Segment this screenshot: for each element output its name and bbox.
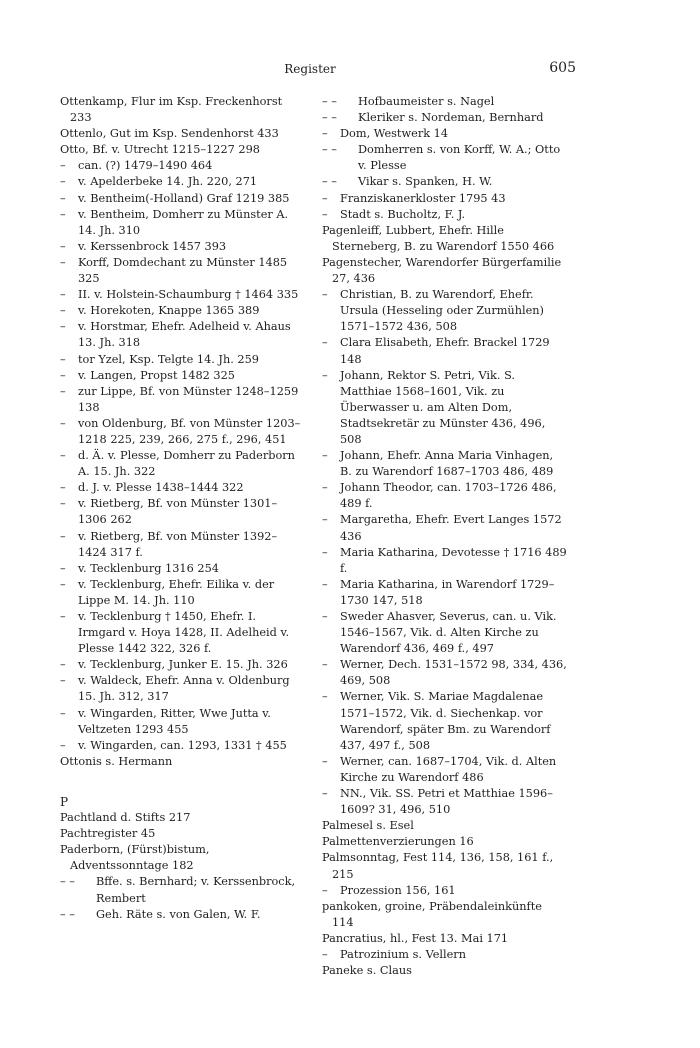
dash-marker: – bbox=[60, 674, 66, 688]
dash-marker: – bbox=[60, 561, 66, 575]
index-entry bbox=[60, 352, 303, 368]
dash-marker: – bbox=[60, 610, 66, 623]
entry-text: Christian, B. zu Warendorf, Ehefr. Ursula (Hesseling oder Zurmühlen) 1571–1572 436, 508 bbox=[340, 288, 544, 334]
dash-marker: – bbox=[322, 883, 328, 897]
dash-marker: – bbox=[322, 690, 328, 704]
dash-marker: – – bbox=[60, 875, 75, 889]
index-entry bbox=[60, 842, 303, 874]
index-entry bbox=[60, 255, 303, 287]
entry-text: Johann, Rektor S. Petri, Vik. S. Matthiae 1568–1601, Vik. zu Überwasser u. am Alten Dom, Stadtsekretär zu Münster 436, 496, 508 bbox=[340, 368, 546, 446]
index-entry bbox=[322, 287, 567, 335]
entry-text: Werner, can. 1687–1704, Vik. d. Alten Kirche zu Warendorf 486 bbox=[340, 754, 557, 784]
entry-text: v. Tecklenburg † 1450, Ehefr. I. Irmgard v. Hoya 1428, II. Adelheid v. Plesse 1442 322, 326 f. bbox=[78, 610, 290, 656]
entry-text: Hofbaumeister s. Nagel bbox=[358, 95, 495, 108]
dash-marker: – bbox=[60, 658, 66, 672]
left-column bbox=[60, 94, 303, 923]
entry-text: Werner, Vik. S. Mariae Magdalenae 1571–1572, Vik. d. Siechenkap. vor Warendorf, später Bm. zu Warendorf 437, 497 f., 508 bbox=[340, 690, 551, 752]
index-entry bbox=[60, 94, 303, 126]
page-header bbox=[0, 60, 700, 80]
entry-text: Franziskanerkloster 1795 43 bbox=[340, 191, 506, 205]
running-title: Register bbox=[284, 62, 336, 76]
index-entry bbox=[322, 786, 567, 818]
index-entry bbox=[322, 94, 567, 110]
index-entry bbox=[60, 561, 303, 577]
entry-text: Ottonis s. Hermann bbox=[60, 754, 173, 768]
entry-text: von Oldenburg, Bf. von Münster 1203–1218 225, 239, 266, 275 f., 296, 451 bbox=[78, 416, 301, 446]
index-entry bbox=[322, 899, 567, 931]
index-entry bbox=[322, 448, 567, 480]
dash-marker: – bbox=[60, 175, 66, 189]
dash-marker: – – bbox=[322, 175, 337, 189]
index-entry bbox=[60, 207, 303, 239]
index-entry bbox=[322, 480, 567, 512]
entry-text: Ottenlo, Gut im Ksp. Sendenhorst 433 bbox=[60, 127, 279, 141]
dash-marker: – bbox=[60, 384, 66, 398]
entry-text: Korff, Domdechant zu Münster 1485 325 bbox=[78, 255, 288, 286]
index-entry bbox=[322, 207, 567, 223]
index-entry bbox=[322, 110, 567, 126]
index-entry bbox=[60, 907, 303, 923]
dash-marker: – bbox=[322, 754, 328, 768]
entry-text: Ottenkamp, Flur im Ksp. Freckenhorst 233 bbox=[60, 95, 283, 125]
index-entry bbox=[60, 448, 303, 480]
entry-text: Pachtland d. Stifts 217 bbox=[60, 811, 191, 825]
entry-text: v. Tecklenburg 1316 254 bbox=[78, 561, 219, 575]
index-entry bbox=[322, 883, 567, 899]
index-entry bbox=[322, 609, 567, 657]
entry-text: Palmesel s. Esel bbox=[322, 819, 414, 833]
dash-marker: – – bbox=[322, 111, 337, 125]
entry-text: v. Wingarden, can. 1293, 1331 † 455 bbox=[78, 738, 287, 752]
entry-text: Prozession 156, 161 bbox=[340, 883, 456, 897]
index-entry bbox=[322, 191, 567, 207]
entry-text: v. Langen, Propst 1482 325 bbox=[78, 368, 235, 382]
dash-marker: – bbox=[60, 449, 66, 463]
dash-marker: – bbox=[60, 191, 66, 205]
entry-text: Dom, Westwerk 14 bbox=[340, 127, 449, 141]
index-entry bbox=[60, 754, 303, 770]
entry-text: v. Bentheim(-Holland) Graf 1219 385 bbox=[78, 191, 290, 205]
entry-text: Palmettenverzierungen 16 bbox=[322, 835, 474, 849]
entry-text: Sweder Ahasver, Severus, can. u. Vik. 1546–1567, Vik. d. Alten Kirche zu Warendorf 436, 469 f., 497 bbox=[340, 610, 557, 656]
entry-text: v. Apelderbeke 14. Jh. 220, 271 bbox=[78, 175, 258, 189]
dash-marker: – bbox=[60, 288, 66, 302]
entry-text: Domherren s. von Korff, W. A.; Otto v. Plesse bbox=[358, 143, 561, 173]
dash-marker: – bbox=[60, 368, 66, 382]
entry-text: NN., Vik. SS. Petri et Matthiae 1596–1609? 31, 496, 510 bbox=[340, 787, 553, 817]
index-entry bbox=[60, 319, 303, 351]
entry-text: Johann Theodor, can. 1703–1726 486, 489 f. bbox=[340, 481, 557, 511]
entry-text: v. Bentheim, Domherr zu Münster A. 14. Jh. 310 bbox=[78, 207, 289, 237]
index-entry bbox=[60, 577, 303, 609]
entry-text: v. Rietberg, Bf. von Münster 1301–1306 262 bbox=[78, 497, 278, 527]
index-entry bbox=[60, 158, 303, 174]
entry-text: Paderborn, (Fürst)bistum, Adventssonntage 182 bbox=[60, 843, 210, 873]
entry-text: v. Horstmar, Ehefr. Adelheid v. Ahaus 13. Jh. 318 bbox=[78, 320, 291, 350]
index-entry bbox=[60, 303, 303, 319]
entry-text: Bffe. s. Bernhard; v. Kerssenbrock, Rembert bbox=[96, 875, 296, 905]
index-entry bbox=[322, 512, 567, 544]
index-entry bbox=[60, 826, 303, 842]
entry-text: Clara Elisabeth, Ehefr. Brackel 1729 148 bbox=[340, 336, 550, 366]
entry-text: Vikar s. Spanken, H. W. bbox=[358, 175, 493, 189]
index-entry bbox=[60, 810, 303, 826]
right-column bbox=[322, 94, 567, 979]
index-entry bbox=[322, 174, 567, 190]
entry-text: II. v. Holstein-Schaumburg † 1464 335 bbox=[78, 288, 299, 302]
entry-text: tor Yzel, Ksp. Telgte 14. Jh. 259 bbox=[78, 352, 259, 366]
dash-marker: – bbox=[322, 577, 328, 591]
dash-marker: – bbox=[60, 497, 66, 511]
dash-marker: – bbox=[60, 159, 66, 173]
entry-text: Otto, Bf. v. Utrecht 1215–1227 298 bbox=[60, 143, 260, 157]
dash-marker: – bbox=[322, 610, 328, 623]
index-entry bbox=[322, 818, 567, 834]
entry-text: Kleriker s. Nordeman, Bernhard bbox=[358, 111, 544, 125]
entry-text: v. Tecklenburg, Ehefr. Eilika v. der Lippe M. 14. Jh. 110 bbox=[78, 577, 275, 607]
dash-marker: – bbox=[60, 255, 66, 269]
entry-text: Geh. Räte s. von Galen, W. F. bbox=[96, 907, 261, 921]
entry-text: Johann, Ehefr. Anna Maria Vinhagen, B. zu Warendorf 1687–1703 486, 489 bbox=[340, 449, 554, 479]
dash-marker: – bbox=[60, 577, 66, 591]
index-entry bbox=[60, 609, 303, 657]
page-number: 605 bbox=[549, 60, 576, 76]
dash-marker: – bbox=[60, 239, 66, 253]
index-entry bbox=[322, 545, 567, 577]
dash-marker: – bbox=[322, 288, 328, 302]
entry-text: d. Ä. v. Plesse, Domherr zu Paderborn A. 15. Jh. 322 bbox=[78, 449, 295, 479]
entry-text: Margaretha, Ehefr. Evert Langes 1572 436 bbox=[340, 513, 562, 543]
index-entry bbox=[322, 126, 567, 142]
index-entry bbox=[60, 738, 303, 754]
entry-text: zur Lippe, Bf. von Münster 1248–1259 138 bbox=[78, 384, 299, 414]
entry-text: Pachtregister 45 bbox=[60, 827, 156, 841]
entry-text: Maria Katharina, Devotesse † 1716 489 f. bbox=[340, 545, 567, 575]
dash-marker: – bbox=[322, 545, 328, 559]
entry-text: d. J. v. Plesse 1438–1444 322 bbox=[78, 481, 244, 495]
index-entry bbox=[60, 706, 303, 738]
dash-marker: – bbox=[60, 481, 66, 495]
entry-text: can. (?) 1479–1490 464 bbox=[78, 159, 213, 173]
section-gap bbox=[60, 770, 303, 794]
entry-text: Maria Katharina, in Warendorf 1729–1730 147, 518 bbox=[340, 577, 555, 607]
index-entry bbox=[60, 496, 303, 528]
index-entry bbox=[60, 673, 303, 705]
dash-marker: – bbox=[322, 513, 328, 527]
index-entry bbox=[60, 142, 303, 158]
dash-marker: – bbox=[60, 738, 66, 752]
entry-text: P bbox=[60, 794, 69, 809]
index-entry bbox=[60, 480, 303, 496]
dash-marker: – bbox=[322, 368, 328, 382]
dash-marker: – bbox=[322, 207, 328, 221]
entry-text: Pagenleiff, Lubbert, Ehefr. Hille Sterneberg, B. zu Warendorf 1550 466 bbox=[322, 223, 555, 253]
entry-text: Werner, Dech. 1531–1572 98, 334, 436, 469, 508 bbox=[340, 658, 567, 688]
dash-marker: – bbox=[322, 787, 328, 801]
entry-text: v. Tecklenburg, Junker E. 15. Jh. 326 bbox=[78, 658, 288, 672]
entry-text: Stadt s. Bucholtz, F. J. bbox=[340, 207, 466, 221]
index-entry bbox=[60, 174, 303, 190]
index-entry bbox=[60, 368, 303, 384]
dash-marker: – bbox=[60, 706, 66, 720]
entry-text: Pancratius, hl., Fest 13. Mai 171 bbox=[322, 931, 509, 945]
dash-marker: – bbox=[322, 336, 328, 350]
entry-text: Patrozinium s. Vellern bbox=[340, 947, 466, 961]
index-entry bbox=[322, 931, 567, 947]
index-entry bbox=[60, 874, 303, 906]
dash-marker: – bbox=[322, 449, 328, 463]
dash-marker: – – bbox=[322, 95, 337, 108]
index-entry bbox=[322, 335, 567, 367]
entry-text: v. Horekoten, Knappe 1365 389 bbox=[78, 304, 260, 318]
entry-text: Palmsonntag, Fest 114, 136, 158, 161 f., 215 bbox=[322, 851, 554, 881]
entry-text: v. Rietberg, Bf. von Münster 1392–1424 317 f. bbox=[78, 529, 278, 559]
dash-marker: – – bbox=[60, 907, 75, 921]
index-entry bbox=[60, 191, 303, 207]
dash-marker: – bbox=[60, 416, 66, 430]
dash-marker: – bbox=[322, 127, 328, 141]
index-entry bbox=[322, 657, 567, 689]
dash-marker: – bbox=[60, 529, 66, 543]
index-entry bbox=[322, 223, 567, 255]
index-entry bbox=[322, 754, 567, 786]
index-entry bbox=[322, 368, 567, 448]
dash-marker: – bbox=[322, 947, 328, 961]
dash-marker: – bbox=[60, 352, 66, 366]
index-entry bbox=[322, 963, 567, 979]
entry-text: Paneke s. Claus bbox=[322, 964, 412, 978]
entry-text: Pagenstecher, Warendorfer Bürgerfamilie 27, 436 bbox=[322, 255, 562, 286]
dash-marker: – bbox=[60, 207, 66, 221]
dash-marker: – bbox=[322, 191, 328, 205]
index-entry bbox=[60, 384, 303, 416]
dash-marker: – bbox=[322, 658, 328, 672]
index-entry bbox=[60, 794, 303, 810]
dash-marker: – bbox=[322, 481, 328, 495]
index-entry bbox=[60, 657, 303, 673]
index-entry bbox=[60, 416, 303, 448]
entry-text: v. Wingarden, Ritter, Wwe Jutta v. Veltzeten 1293 455 bbox=[78, 706, 271, 736]
index-entry bbox=[322, 834, 567, 850]
index-entry bbox=[322, 577, 567, 609]
dash-marker: – – bbox=[322, 143, 337, 157]
dash-marker: – bbox=[60, 320, 66, 334]
index-entry bbox=[322, 947, 567, 963]
entry-text: pankoken, groine, Präbendaleinkünfte 114 bbox=[322, 899, 542, 929]
index-entry bbox=[322, 689, 567, 753]
index-entry bbox=[322, 142, 567, 174]
index-entry bbox=[322, 850, 567, 882]
index-entry bbox=[60, 126, 303, 142]
index-entry bbox=[322, 255, 567, 287]
index-entry bbox=[60, 529, 303, 561]
entry-text: v. Waldeck, Ehefr. Anna v. Oldenburg 15. Jh. 312, 317 bbox=[78, 674, 290, 704]
index-entry bbox=[60, 239, 303, 255]
index-entry bbox=[60, 287, 303, 303]
entry-text: v. Kerssenbrock 1457 393 bbox=[78, 239, 227, 253]
dash-marker: – bbox=[60, 304, 66, 318]
